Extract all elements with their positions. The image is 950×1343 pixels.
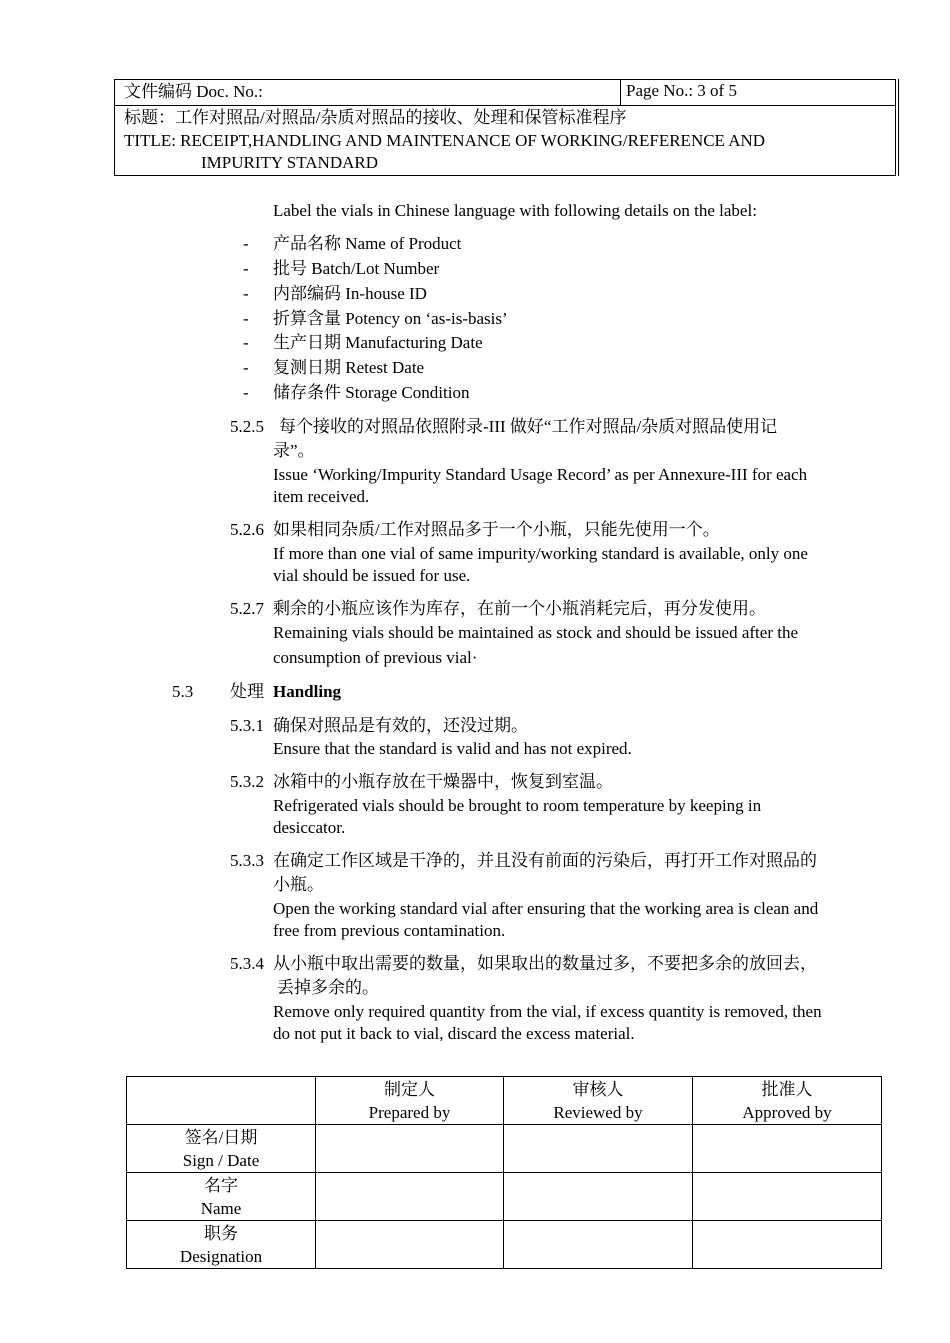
list-bullet: -: [243, 383, 249, 402]
row-header-en: Designation: [179, 1246, 263, 1266]
table-corner-cell: [127, 1077, 316, 1125]
section-number: 5.3.4: [230, 954, 264, 973]
header-row: [115, 80, 895, 106]
column-header-cn: 审核人: [572, 1079, 624, 1099]
table-cell: [504, 1125, 693, 1173]
row-header-name: [127, 1173, 316, 1221]
table-cell: [504, 1221, 693, 1269]
section-text-en: Remaining vials should be maintained as stock and should be issued after the: [273, 623, 798, 642]
list-bullet: -: [243, 358, 249, 377]
column-header-en: Prepared by: [368, 1102, 451, 1122]
table-cell: [316, 1173, 504, 1221]
list-bullet: -: [243, 284, 249, 303]
section-text-cn: 丢掉多余的。: [277, 978, 379, 997]
section-number: 5.3.2: [230, 772, 264, 791]
section-text-cn: 在确定工作区域是干净的，并且没有前面的污染后，再打开工作对照品的: [273, 851, 817, 870]
table-cell: [316, 1125, 504, 1173]
list-item: 复测日期 Retest Date: [273, 358, 425, 377]
row-header-designation: [127, 1221, 316, 1269]
section-text-cn: 如果相同杂质/工作对照品多于一个小瓶，只能先使用一个。: [273, 520, 720, 539]
table-header-row: [127, 1077, 882, 1125]
section-text-en: Open the working standard vial after ensuring that the working area is clean and: [273, 899, 819, 918]
section-text-cn: 小瓶。: [273, 875, 324, 894]
column-header-approved: [693, 1077, 882, 1125]
row-header-en: Name: [200, 1198, 242, 1218]
section-text-en: Issue ‘Working/Impurity Standard Usage Record’ as per Annexure-III for each: [273, 465, 808, 484]
section-text-en: free from previous contamination.: [273, 921, 506, 940]
table-row: [127, 1221, 882, 1269]
list-item: 批号 Batch/Lot Number: [273, 259, 440, 278]
list-bullet: -: [243, 309, 249, 328]
doc-no-label: 文件编码 Doc. No.:: [124, 82, 263, 101]
section-text-cn: 从小瓶中取出需要的数量，如果取出的数量过多，不要把多余的放回去，: [273, 954, 817, 973]
title-english-line1: TITLE: RECEIPT,HANDLING AND MAINTENANCE OF WORKING/REFERENCE AND: [124, 131, 766, 150]
section-number: 5.2.7: [230, 599, 264, 618]
section-text-en: vial should be issued for use.: [273, 566, 471, 585]
column-header-en: Approved by: [742, 1102, 832, 1122]
list-bullet: -: [243, 259, 249, 278]
column-header-cn: 批准人: [761, 1079, 813, 1099]
section-number: 5.2.6: [230, 520, 264, 539]
title-chinese: 标题：工作对照品/对照品/杂质对照品的接收、处理和保管标准程序: [124, 108, 627, 127]
section-text-cn: 冰箱中的小瓶存放在干燥器中，恢复到室温。: [273, 772, 613, 791]
section-number: 5.3.3: [230, 851, 264, 870]
list-item: 折算含量 Potency on ‘as-is-basis’: [273, 309, 508, 328]
signature-table: [126, 1076, 882, 1269]
section-text-en: Ensure that the standard is valid and has not expired.: [273, 739, 632, 758]
column-header-prepared: [316, 1077, 504, 1125]
table-cell: [693, 1173, 882, 1221]
section-text-cn: 录”。: [273, 441, 315, 460]
table-row: [127, 1173, 882, 1221]
title-english-line2: IMPURITY STANDARD: [201, 153, 378, 172]
list-item: 产品名称 Name of Product: [273, 234, 462, 253]
section-text-cn: 剩余的小瓶应该作为库存，在前一个小瓶消耗完后，再分发使用。: [273, 599, 766, 618]
document-header: [114, 79, 896, 176]
section-text-en: Remove only required quantity from the vial, if excess quantity is removed, then: [273, 1002, 822, 1021]
row-header-cn: 名字: [204, 1175, 238, 1195]
table-row: [127, 1125, 882, 1173]
row-header-sign-date: [127, 1125, 316, 1173]
section-text-en: item received.: [273, 487, 370, 506]
column-header-reviewed: [504, 1077, 693, 1125]
table-cell: [693, 1125, 882, 1173]
section-text-en: If more than one vial of same impurity/working standard is available, only one: [273, 544, 808, 563]
section-text-en: Refrigerated vials should be brought to room temperature by keeping in: [273, 796, 762, 815]
list-item: 内部编码 In-house ID: [273, 284, 427, 303]
section-text-cn: 确保对照品是有效的，还没过期。: [273, 716, 528, 735]
table-cell: [504, 1173, 693, 1221]
row-header-cn: 职务: [204, 1223, 238, 1243]
list-item: 生产日期 Manufacturing Date: [273, 333, 483, 352]
label-intro: Label the vials in Chinese language with following details on the label:: [273, 201, 757, 220]
section-heading-cn: 处理: [230, 682, 264, 701]
table-cell: [316, 1221, 504, 1269]
section-text-en: consumption of previous vial·: [273, 648, 478, 667]
section-number: 5.3: [172, 682, 194, 701]
section-number: 5.2.5: [230, 417, 264, 436]
page-number: Page No.: 3 of 5: [626, 81, 737, 100]
section-text-cn: 每个接收的对照品依照附录-III 做好“工作对照品/杂质对照品使用记: [279, 417, 778, 436]
list-bullet: -: [243, 333, 249, 352]
column-header-cn: 制定人: [384, 1079, 435, 1099]
list-bullet: -: [243, 234, 249, 253]
section-number: 5.3.1: [230, 716, 264, 735]
section-text-en: desiccator.: [273, 818, 346, 837]
row-header-cn: 签名/日期: [184, 1127, 258, 1147]
header-divider: [620, 80, 621, 105]
list-item: 储存条件 Storage Condition: [273, 383, 470, 402]
section-heading-en: Handling: [273, 682, 342, 701]
section-text-en: do not put it back to vial, discard the excess material.: [273, 1024, 635, 1043]
row-header-en: Sign / Date: [182, 1150, 260, 1170]
table-cell: [693, 1221, 882, 1269]
column-header-en: Reviewed by: [553, 1102, 643, 1122]
